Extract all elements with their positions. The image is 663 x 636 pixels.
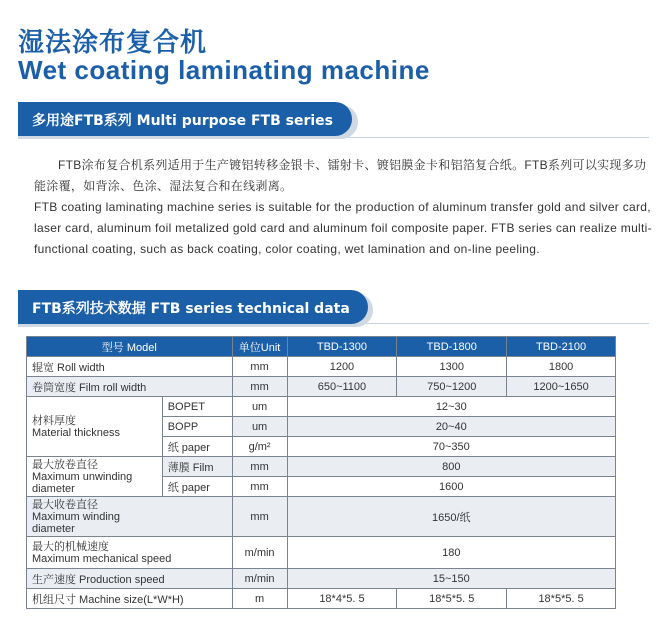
cell-value: 18*5*5. 5 [507,589,616,609]
unwinding-label-cn: 最大放卷直径 [32,458,98,471]
row-label [27,457,163,497]
cell-value: 1300 [397,357,507,377]
winding-label-en-1: Maximum winding [32,510,121,523]
sub-label: 纸 paper [162,437,232,457]
row-label: 卷筒宽度 Film roll width [27,377,233,397]
winding-label-en-2: diameter [32,522,75,535]
unwinding-label-en-1: Maximum unwinding [32,470,133,483]
table-header-row [27,337,616,357]
table-row [27,589,616,609]
thickness-label-cn: 材料厚度 [32,414,76,427]
table-row [27,397,616,417]
row-unit: um [232,417,287,437]
header-model-1: TBD-1300 [287,337,397,357]
section2-banner: FTB系列技术数据 FTB series technical data [18,290,368,324]
row-unit: mm [232,457,287,477]
unwinding-label-en-2: diameter [32,482,75,495]
cell-value: 650~1100 [287,377,397,397]
row-label [27,497,233,537]
table-row [27,497,616,537]
winding-label-cn: 最大收卷直径 [32,498,98,511]
mech-speed-label-en: Maximum mechanical speed [32,552,172,565]
header-model-2: TBD-1800 [397,337,507,357]
cell-value: 70~350 [287,437,615,457]
cell-value: 18*5*5. 5 [397,589,507,609]
row-label: 机组尺寸 Machine size(L*W*H) [27,589,233,609]
cell-value: 1200~1650 [507,377,616,397]
row-unit: m [232,589,287,609]
cell-value: 180 [287,537,615,569]
page-title-cn: 湿法涂布复合机 [18,28,208,58]
row-label [27,397,163,457]
cell-value: 20~40 [287,417,615,437]
spec-table [26,336,616,609]
row-unit: mm [232,477,287,497]
row-unit: m/min [232,537,287,569]
cell-value: 15~150 [287,569,615,589]
cell-value: 1600 [287,477,615,497]
page-title-en: Wet coating laminating machine [18,55,430,85]
row-unit: mm [232,357,287,377]
header-unit: 单位Unit [232,337,287,357]
row-label: 辊宽 Roll width [27,357,233,377]
row-unit: g/m² [232,437,287,457]
cell-value: 18*4*5. 5 [287,589,397,609]
row-label [27,537,233,569]
cell-value: 1200 [287,357,397,377]
table-row [27,357,616,377]
cell-value: 12~30 [287,397,615,417]
row-unit: mm [232,497,287,537]
cell-value: 1800 [507,357,616,377]
header-model: 型号 Model [27,337,233,357]
row-unit: um [232,397,287,417]
sub-label: BOPET [162,397,232,417]
table-row [27,457,616,477]
table-row [27,569,616,589]
header-model-3: TBD-2100 [507,337,616,357]
cell-value: 750~1200 [397,377,507,397]
section1-banner: 多用途FTB系列 Multi purpose FTB series [18,102,352,136]
table-row [27,537,616,569]
thickness-label-en: Material thickness [32,426,121,439]
mech-speed-label-cn: 最大的机械速度 [32,540,109,553]
intro-text-cn: FTB涂布复合机系列适用于生产镀铝转移金银卡、镭射卡、镀铝膜金卡和铝箔复合纸。FTB系列可以实现多功能涂覆，如背涂、色涂、湿法复合和在线剥离。 [34,158,647,193]
sub-label: 薄膜 Film [162,457,232,477]
row-unit: mm [232,377,287,397]
sub-label: 纸 paper [162,477,232,497]
cell-value: 1650/纸 [287,497,615,537]
table-row [27,377,616,397]
intro-text-en: FTB coating laminating machine series is suitable for the production of aluminum transfer gold and silver card, laser card, aluminum foil metalized gold card and aluminum foil composite paper. FTB series can realize multi-functional coating, such as back coating, color coating, wet lamination and on-line peeling. [34,200,652,256]
sub-label: BOPP [162,417,232,437]
row-unit: m/min [232,569,287,589]
cell-value: 800 [287,457,615,477]
intro-text [34,155,656,260]
row-label: 生产速度 Production speed [27,569,233,589]
